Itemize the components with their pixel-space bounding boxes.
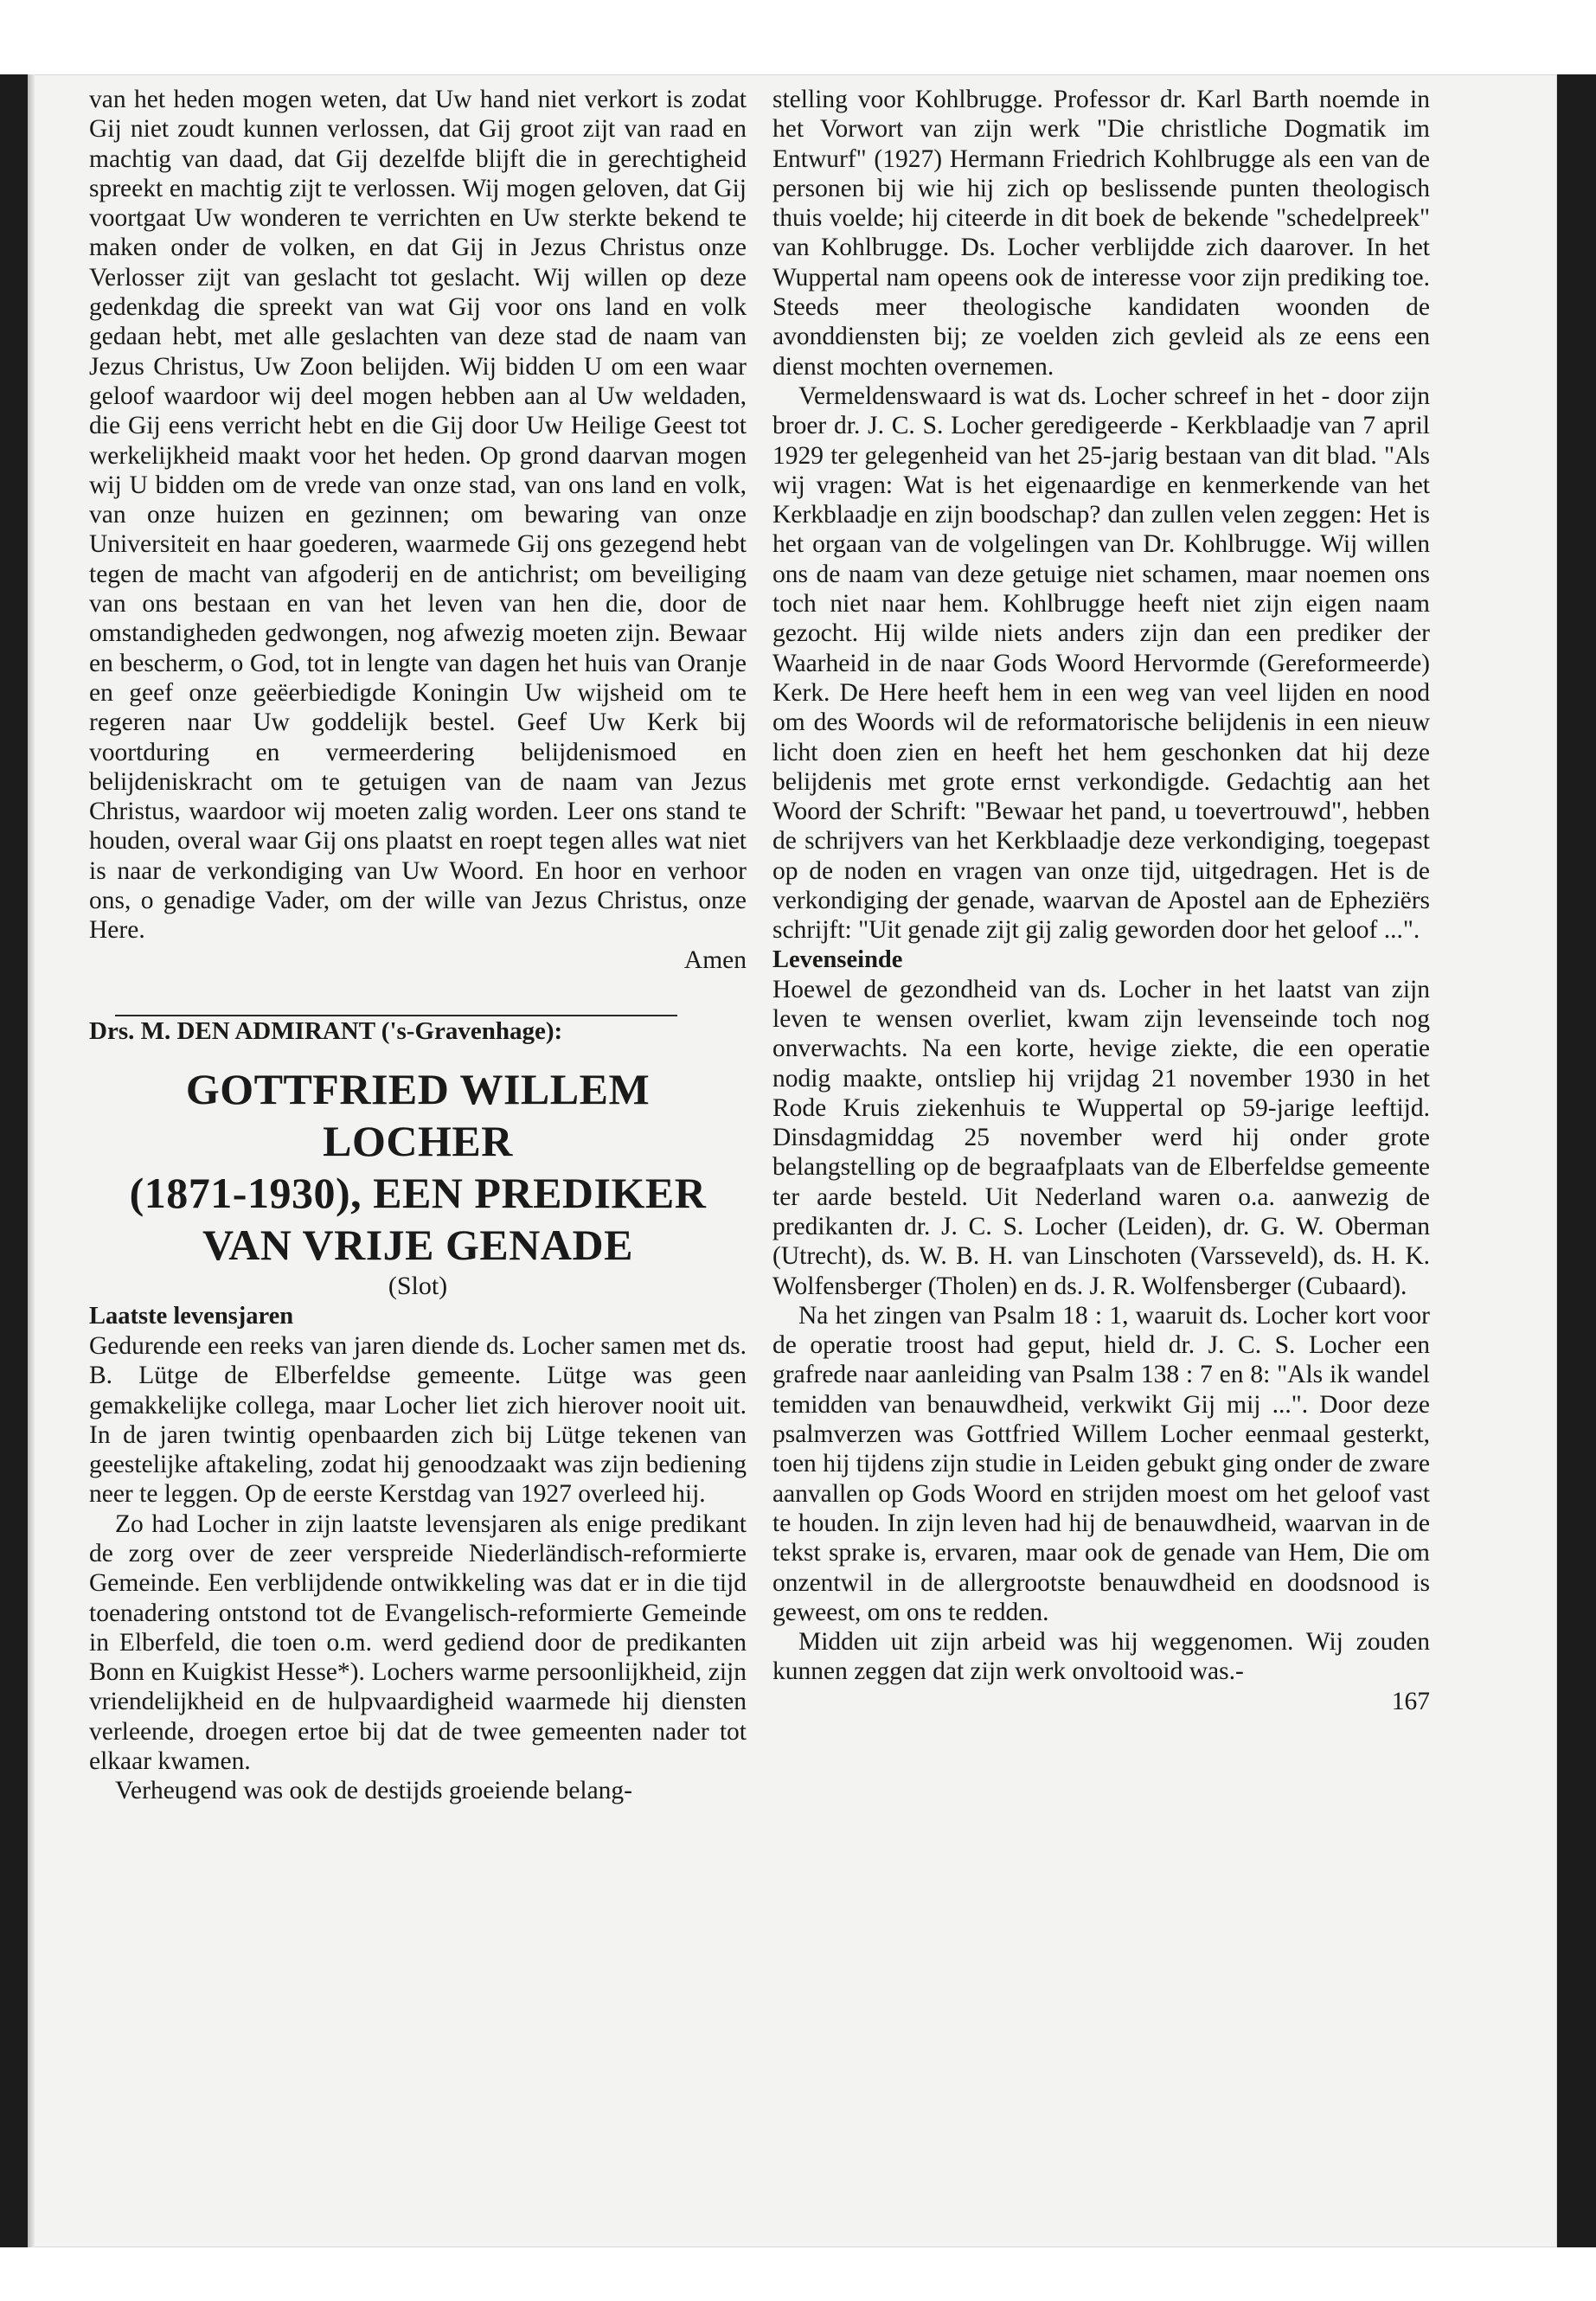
paragraph: Verheugend was ook de destijds groeiende belang-: [115, 1777, 633, 1805]
section-heading-levenseinde: Levenseinde: [772, 945, 903, 973]
article-subtitle: (Slot): [388, 1271, 448, 1300]
page-spine-edge: [28, 74, 35, 2247]
paragraph: Na het zingen van Psalm 18 : 1, waaruit ds. Locher kort voor de operatie troost had geput, hield dr. J. C. S. Locher een grafrede naar aanleiding van Psalm 138 : 7 en 8: "Als ik wandel temidden van benauwdheid, verkwikt Gij mij ...". Door deze psalmverzen was Gottfried Willem Locher eenmaal gesterkt, toen hij tijdens zijn studie in Leiden gebukt ging onder de zware aanvallen op Gods Woord en strijden moest om het geloof vast te houden. In zijn leven had hij de benauwdheid, waarvan in de tekst sprake is, ervaren, maar ook de genade van Hem, Die om onzentwil in de allergrootste benauwdheid en doodsnood is geweest, om ons te redden.: [772, 1301, 1430, 1626]
title-line-1: GOTTFRIED WILLEM LOCHER: [185, 1064, 651, 1165]
scan-top-margin: [0, 0, 1596, 74]
paragraph: Zo had Locher in zijn laatste levensjaren als enige predikant de zorg over de zeer verspreide Niederländisch-reformierte Gemeinde. Een verblijdende ontwikkeling was dat er in die tijd toenadering ontstond tot de Evangelisch-reformierte Gemeinde in Elberfeld, die toen o.m. werd gediend door de predikanten Bonn en Kuigkist Hesse*). Lochers warme persoonlijkheid, zijn vriendelijkheid en de hulpvaardigheid waarmede hij diensten verleende, droegen ertoe bij dat de twee gemeenten nader tot elkaar kwamen.: [89, 1509, 747, 1776]
amen-line: Amen: [683, 945, 747, 974]
title-line-3: VAN VRIJE GENADE: [202, 1220, 633, 1269]
article-title: [89, 1063, 747, 1271]
paragraph: Hoewel de gezondheid van ds. Locher in het laatst van zijn leven te wensen overliet, kwam zijn levenseinde toch nog onverwachts. Na een korte, hevige ziekte, die een operatie nodig maakte, ontsliep hij vrijdag 21 november 1930 in het Rode Kruis ziekenhuis te Wuppertal op 59-jarige leeftijd. Dinsdagmiddag 25 november werd hij onder grote belangstelling op de begraafplaats van de Elberfeldse gemeente ter aarde besteld. Uit Nederland waren o.a. aanwezig de predikanten dr. J. C. S. Locher (Leiden), dr. G. W. Oberman (Utrecht), ds. W. B. H. van Linschoten (Varsseveld), ds. H. K. Wolfensberger (Tholen) en ds. J. R. Wolfensberger (Cubaard).: [772, 975, 1430, 1300]
article-author: Drs. M. DEN ADMIRANT ('s-Gravenhage):: [89, 1016, 563, 1045]
left-column: [89, 85, 747, 1806]
paragraph: Gedurende een reeks van jaren diende ds. Locher samen met ds. B. Lütge de Elberfeldse gemeente. Lütge was geen gemakkelijke collega, maar Locher liet zich hierover nooit uit. In de jaren twintig openbaarden zich bij Lütge tekenen van geestelijke aftakeling, zodat hij genoodzaakt was zijn bediening neer te leggen. Op de eerste Kerstdag van 1927 overleed hij.: [89, 1331, 747, 1509]
paragraph: Midden uit zijn arbeid was hij weggenomen. Wij zouden kunnen zeggen dat zijn werk onvoltooid was.-: [772, 1628, 1430, 1686]
paragraph: Vermeldenswaard is wat ds. Locher schreef in het - door zijn broer dr. J. C. S. Locher geredigeerde - Kerkblaadje van 7 april 1929 ter gelegenheid van het 25-jarig bestaan van dit blad. "Als wij vragen: Wat is het eigenaardige en kenmerkende van het Kerkblaadje en zijn boodschap? dan zullen velen zeggen: Het is het orgaan van de volgelingen van Dr. Kohlbrugge. Wij willen ons de naam van deze getuige niet schamen, maar noemen ons toch niet naar hem. Kohlbrugge heeft niet zijn eigen naam gezocht. Hij wilde niets anders zijn dan een prediker der Waarheid in de naar Gods Woord Hervormde (Gereformeerde) Kerk. De Here heeft hem in een weg van veel lijden en nood om des Woords wil de reformatorische belijdenis in een nieuw licht doen zien en heeft het hem geschonken dat hij deze belijdenis met grote ernst verkondigde. Gedachtig aan het Woord der Schrift: "Bewaar het pand, u toevertrouwd", hebben de schrijvers van het Kerkblaadje deze verkondiging, toegepast op de noden en vragen van onze tijd, uitgedragen. Het is de verkondiging der genade, waarvan de Apostel aan de Epheziërs schrijft: "Uit genade zijt gij zalig geworden door het geloof ...".: [772, 381, 1430, 945]
section-heading-laatste-levensjaren: Laatste levensjaren: [89, 1302, 294, 1330]
scan-bottom-margin: [0, 2247, 1596, 2301]
paragraph: stelling voor Kohlbrugge. Professor dr. Karl Barth noemde in het Vorwort van zijn werk "Die christliche Dogmatik im Entwurf" (1927) Hermann Friedrich Kohlbrugge als een van de personen bij wie hij zich op beslissende punten theologisch thuis voelde; hij citeerde in dit boek de bekende "schedelpreek" van Kohlbrugge. Ds. Locher verblijdde zich daarover. In het Wuppertal nam opeens ook de interesse voor zijn prediking toe. Steeds meer theologische kandidaten woonden de avonddiensten bij; ze voelden zich gevleid als ze eens een dienst mochten overnemen.: [772, 86, 1430, 381]
page-number: 167: [1391, 1687, 1430, 1715]
prayer-paragraph: van het heden mogen weten, dat Uw hand niet verkort is zodat Gij niet zoudt kunnen verlossen, dat Gij groot zijt van raad en machtig van daad, dat Gij dezelfde blijft die in gerechtigheid spreekt en machtig zijt te verlossen. Wij mogen geloven, dat Gij voortgaat Uw wonderen te verrichten en Uw sterkte bekend te maken onder de volken, en dat Gij in Jezus Christus onze Verlosser zijt van geslacht tot geslacht. Wij willen op deze gedenkdag die spreekt van wat Gij voor ons land en volk gedaan hebt, met alle geslachten van deze stad de naam van Jezus Christus, Uw Zoon belijden. Wij bidden U om een waar geloof waardoor wij deel mogen hebben aan al Uw weldaden, die Gij eens verricht hebt en die Gij door Uw Heilige Geest tot werkelijkheid maakt voor het heden. Op grond daarvan mogen wij U bidden om de vrede van onze stad, van ons land en volk, van onze huizen en gezinnen; om bewaring van onze Universiteit en haar goederen, waarmede Gij ons gezegend hebt tegen de macht van afgoderij en de antichrist; om beveiliging van ons bestaan en van het leven van hen die, door de omstandigheden gedwongen, nog afwezig moeten zijn. Bewaar en bescherm, o God, tot in lengte van dagen het huis van Oranje en geef onze geëerbiedigde Koningin Uw wijsheid om te regeren naar Uw goddelijk bestel. Geef Uw Kerk bij voortduring en vermeerdering belijdenismoed en belijdeniskracht om te getuigen van de naam van Jezus Christus, waardoor wij moeten zalig worden. Leer ons stand te houden, overal waar Gij ons plaatst en roept tegen alles wat niet is naar de verkondiging van Uw Woord. En hoor en verhoor ons, o genadige Vader, om der wille van Jezus Christus, onze Here.: [89, 86, 747, 945]
right-column: [772, 85, 1430, 1716]
title-line-2: (1871-1930), EEN PREDIKER: [129, 1168, 707, 1217]
